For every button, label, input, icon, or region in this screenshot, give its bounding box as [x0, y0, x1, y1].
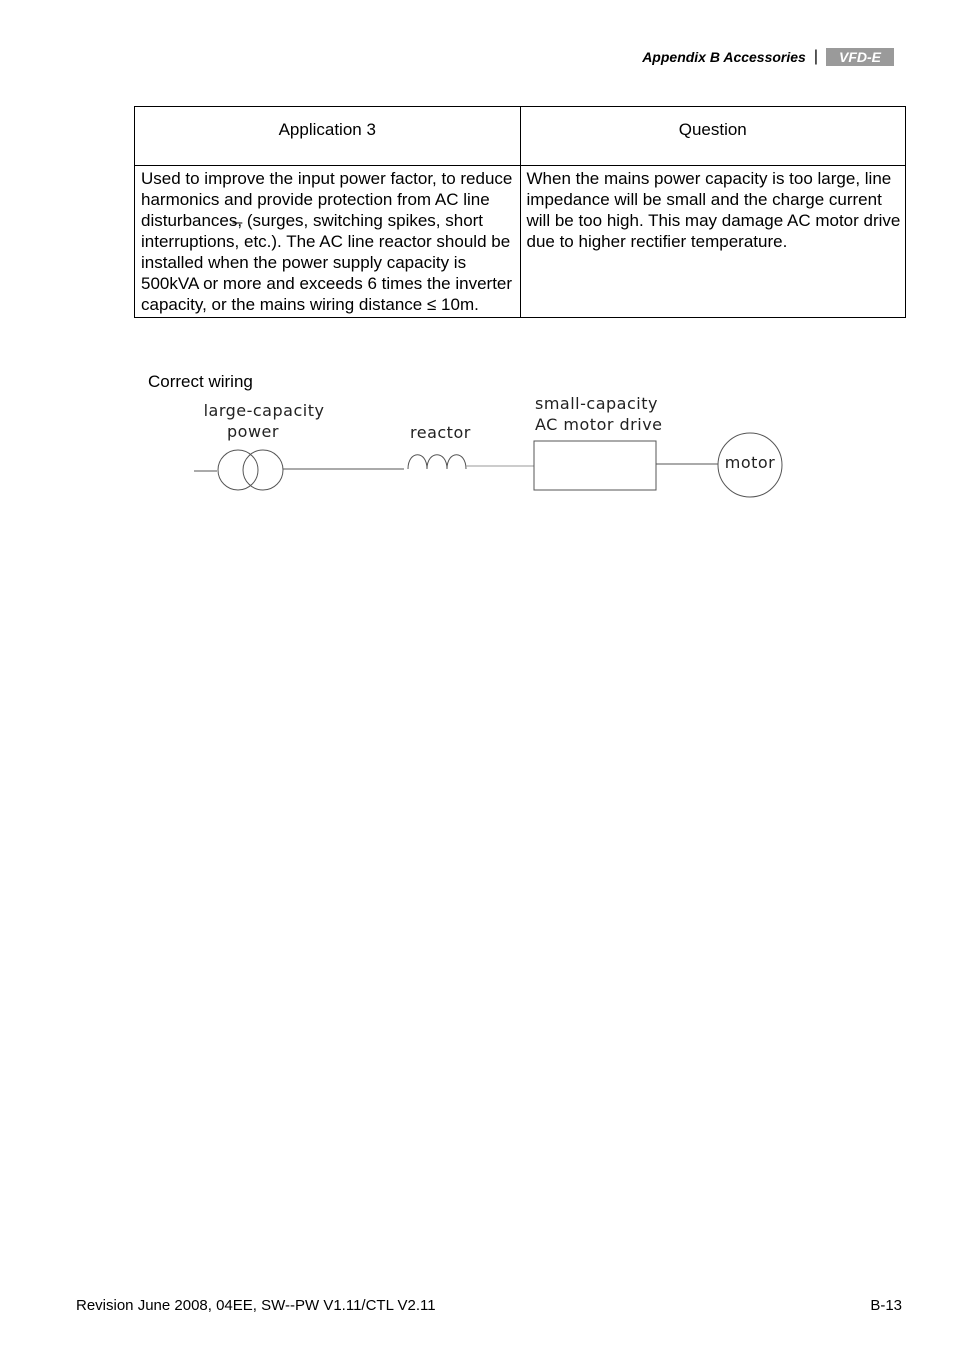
header-section-title: Appendix B Accessories — [642, 49, 806, 65]
power-label-line2: power — [227, 422, 279, 441]
question-description: When the mains power capacity is too large, line impedance will be small and the charge current will be too high. This may damage AC motor drive due to higher rectifier temperature. — [520, 166, 906, 318]
vfd-e-logo — [826, 48, 894, 66]
table-row — [135, 166, 906, 318]
question-header: Question — [520, 107, 906, 166]
application-table — [134, 106, 906, 318]
table-header-row — [135, 107, 906, 166]
power-label-line1: large-capacity — [203, 401, 325, 420]
transformer-coil-right — [243, 450, 283, 490]
page-header — [642, 48, 894, 66]
reactor-coil-icon — [408, 455, 466, 469]
wiring-caption: Correct wiring — [148, 372, 253, 391]
ac-motor-drive-box — [534, 441, 656, 490]
svg-text:VFD-E: VFD-E — [839, 49, 881, 65]
header-separator: | — [813, 48, 818, 65]
revision-text: Revision June 2008, 04EE, SW--PW V1.11/CTL V2.11 — [76, 1297, 436, 1314]
motor-label: motor — [724, 453, 776, 472]
drive-label-line1: small-capacity — [535, 394, 658, 413]
application-description: Used to improve the input power factor, to reduce harmonics and provide protection from AC line disturbances̶, (surges, switching spikes, short interruptions, etc.). The AC line reactor should be installed when the power supply capacity is 500kVA or more and exceeds 6 times the inverter capacity, or the mains wiring distance ≤ 10m. — [135, 166, 521, 318]
drive-label-line2: AC motor drive — [535, 415, 663, 434]
reactor-label: reactor — [410, 423, 471, 442]
transformer-coil-left — [218, 450, 258, 490]
wiring-diagram — [0, 390, 954, 510]
page-number: B-13 — [870, 1297, 902, 1314]
page-footer — [76, 1297, 902, 1314]
application-header: Application 3 — [135, 107, 521, 166]
